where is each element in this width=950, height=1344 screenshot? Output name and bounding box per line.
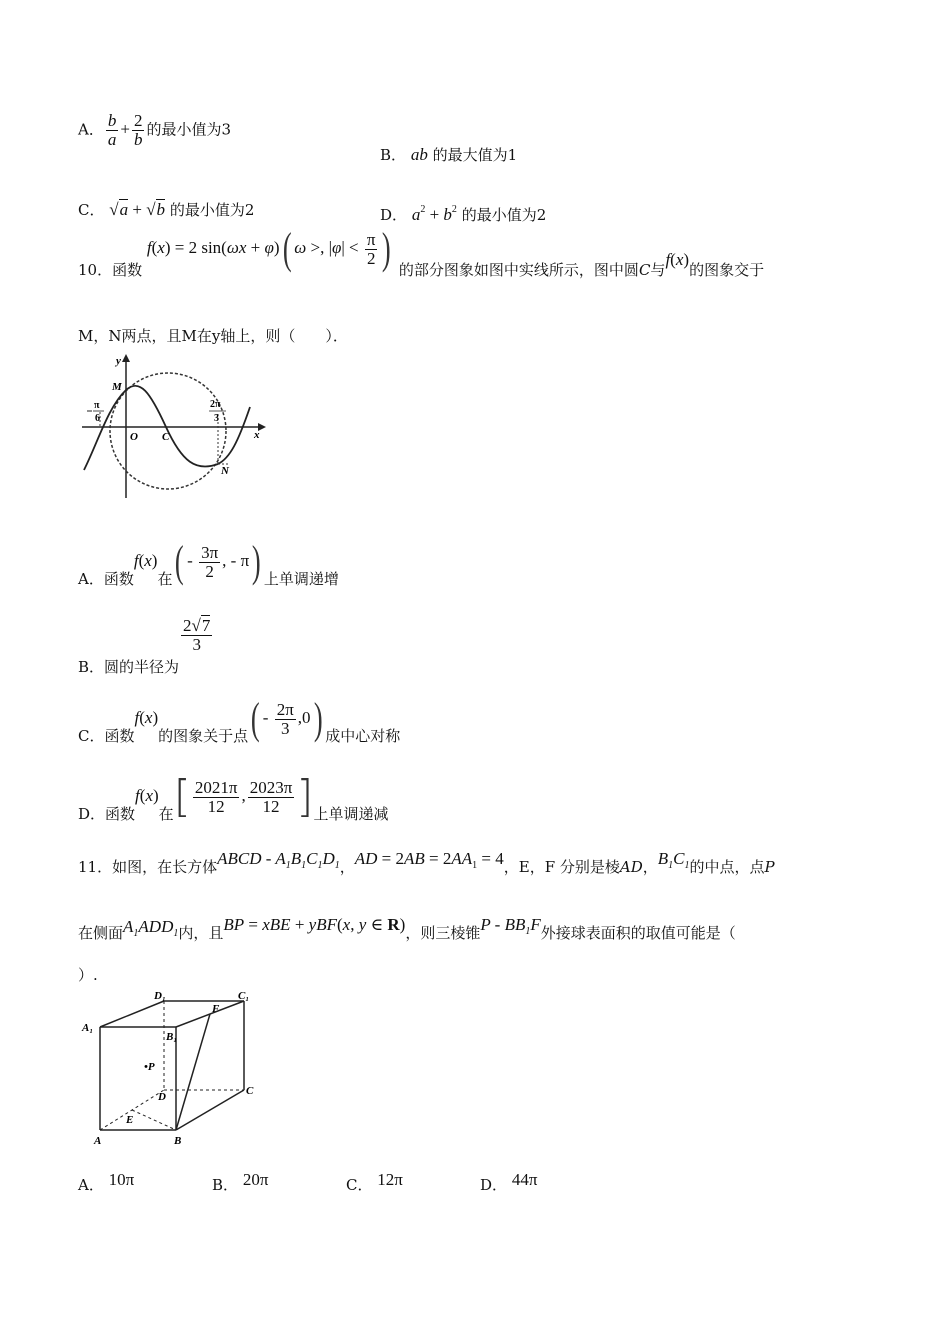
option-label: C． xyxy=(78,201,105,219)
edge-b1c1: $B_1C_1$ xyxy=(657,849,690,871)
interval-a: ( - $\frac{3\pi}{2}$ , - π) xyxy=(175,537,261,587)
edge-ad: AD xyxy=(619,858,643,876)
q10-stem xyxy=(78,224,765,294)
option-label: A．函数 xyxy=(78,570,134,588)
label-6: 6 xyxy=(95,413,100,424)
face-name: $A_1ADD_1$ xyxy=(123,917,179,939)
label-e: E xyxy=(126,1114,134,1126)
option-label: D． xyxy=(480,1176,508,1194)
point-p: P xyxy=(764,858,775,876)
option-value: 10π xyxy=(108,1170,135,1189)
option-text: 上单调递增 xyxy=(263,570,339,588)
q11-stem-line3 xyxy=(78,965,98,985)
label-m: M xyxy=(112,381,122,393)
stem-text-tail: 的图象交于 xyxy=(689,261,765,279)
label-pi: π xyxy=(94,400,100,411)
stem-mid: 的中点，点 xyxy=(689,858,765,876)
sine-curve xyxy=(84,386,250,470)
q9-option-b[interactable] xyxy=(380,145,517,165)
sep: ， xyxy=(339,858,355,876)
comma: ， xyxy=(642,858,658,876)
label-d1: D₁ xyxy=(154,990,166,1002)
function-f-of-x: f(x) xyxy=(665,250,690,269)
option-label: C． xyxy=(346,1176,373,1194)
option-label: B． xyxy=(212,1176,239,1194)
question-number: 10．函数 xyxy=(78,261,143,279)
interval-d: [ $\frac{2021\pi}{12}$ , $\frac{2023\pi}{12}$ ] xyxy=(173,771,314,823)
q10-option-a[interactable] xyxy=(78,537,339,588)
option-text: 的最大值为1 xyxy=(432,146,518,164)
q10-option-c[interactable] xyxy=(78,694,401,745)
label-3: 3 xyxy=(214,413,219,424)
option-zai: 在 xyxy=(158,805,174,823)
function-f-of-x: f(x) xyxy=(134,708,159,727)
question-number: 11．如图，在长方体 xyxy=(78,858,218,876)
stem-text-b: 内，且 xyxy=(178,924,224,942)
y-axis-arrow xyxy=(122,354,130,362)
option-value: 20π xyxy=(242,1170,269,1189)
label-f: F xyxy=(212,1003,220,1015)
stem-ef: ，E，F 分别是棱 xyxy=(503,858,620,876)
option-label: B． xyxy=(380,146,407,164)
q11-stem xyxy=(78,850,775,891)
expr-ab: ab xyxy=(410,145,428,164)
label-a: A xyxy=(94,1135,102,1147)
option-text: 的图象关于点 xyxy=(158,727,249,745)
stem-text-yu: 与 xyxy=(650,261,666,279)
option-value: 12π xyxy=(377,1170,403,1189)
sine-circle-graph xyxy=(78,352,268,502)
option-value: 44π xyxy=(511,1170,538,1189)
label-a1: A₁ xyxy=(82,1022,94,1034)
q9-option-a[interactable] xyxy=(78,112,231,149)
option-text: 的最小值为2 xyxy=(169,201,255,219)
pyramid-name: P - $BB_1F$ xyxy=(480,915,541,937)
q10-stem-line2 xyxy=(78,326,348,346)
function-definition: f(x) = 2 sin(ωx + φ)( ω >, |φ| < $\frac{\pi}{2}$ ) xyxy=(146,224,392,274)
label-c1: C₁ xyxy=(238,990,250,1002)
plus-sign: + xyxy=(120,119,130,139)
fraction-2-over-b: $\frac{2}{b}$ xyxy=(133,111,143,149)
stem-text-c: ，则三棱锥 xyxy=(405,924,481,942)
option-zai: 在 xyxy=(157,570,173,588)
circle-name: C xyxy=(638,261,651,279)
q9-option-d[interactable] xyxy=(380,200,546,225)
option-label: C．函数 xyxy=(78,727,135,745)
box-name: ABCD - $A_1B_1C_1D_1$ xyxy=(217,849,340,871)
label-c: C xyxy=(162,431,170,443)
label-b1: B₁ xyxy=(166,1031,178,1043)
function-f-of-x: f(x) xyxy=(135,786,159,805)
option-label: A． xyxy=(78,120,104,139)
label-p: •P xyxy=(144,1061,155,1073)
stem-text-a: 在侧面 xyxy=(78,924,124,942)
expr-a2-plus-b2: $a^2 + b^2$ xyxy=(411,204,457,224)
option-text: 上单调递减 xyxy=(313,805,389,823)
vector-relation: BP = xBE + yBF(x, y ∈ R) xyxy=(223,915,406,934)
q11-option-b[interactable] xyxy=(212,1170,269,1194)
stem-line3-text: ）. xyxy=(78,966,98,984)
cuboid-figure xyxy=(78,990,268,1150)
label-n: N xyxy=(221,465,229,477)
label-y: y xyxy=(116,355,121,367)
q11-stem-line2 xyxy=(78,916,736,957)
label-2pi: 2π xyxy=(210,399,221,410)
label-x: x xyxy=(254,429,260,441)
option-text: 的最小值为3 xyxy=(146,120,231,139)
stem-text-d: 外接球表面积的取值可能是（ xyxy=(540,924,736,942)
label-b: B xyxy=(174,1135,182,1147)
segment-be xyxy=(132,1110,176,1130)
q11-option-c[interactable] xyxy=(346,1170,403,1194)
stem-line2-text: M，N两点，且M在y轴上，则（ ）． xyxy=(78,327,348,345)
option-label: D．函数 xyxy=(78,805,136,823)
q10-option-d[interactable] xyxy=(78,771,389,823)
option-text-tail: 成中心对称 xyxy=(325,727,401,745)
option-label: A． xyxy=(78,1176,104,1194)
label-d: D xyxy=(158,1091,166,1103)
length-relation: AD = $2AB = 2AA_1 = 4$ xyxy=(354,849,504,871)
q11-option-a[interactable] xyxy=(78,1170,135,1194)
q11-option-d[interactable] xyxy=(480,1170,538,1194)
label-o: O xyxy=(130,431,138,443)
q10-option-b[interactable] xyxy=(78,616,214,676)
stem-text: 的部分图象如图中实线所示，图中圆 xyxy=(398,261,639,279)
label-c: C xyxy=(246,1085,254,1097)
option-text: 的最小值为2 xyxy=(461,206,547,224)
radius-value: $\frac{2√7}{3}$ xyxy=(183,616,211,654)
center-point: ( - $\frac{2\pi}{3}$ ,0) xyxy=(251,694,323,744)
edge-a1d1 xyxy=(100,1001,164,1027)
option-label: B．圆的半径为 xyxy=(78,657,180,676)
expr-sqrt-a-plus-sqrt-b: √a + √b xyxy=(109,200,166,219)
function-f-of-x: f(x) xyxy=(133,551,158,570)
q9-option-c[interactable] xyxy=(78,200,254,220)
option-label: D． xyxy=(380,206,408,224)
fraction-b-over-a: $\frac{b}{a}$ xyxy=(107,111,117,149)
